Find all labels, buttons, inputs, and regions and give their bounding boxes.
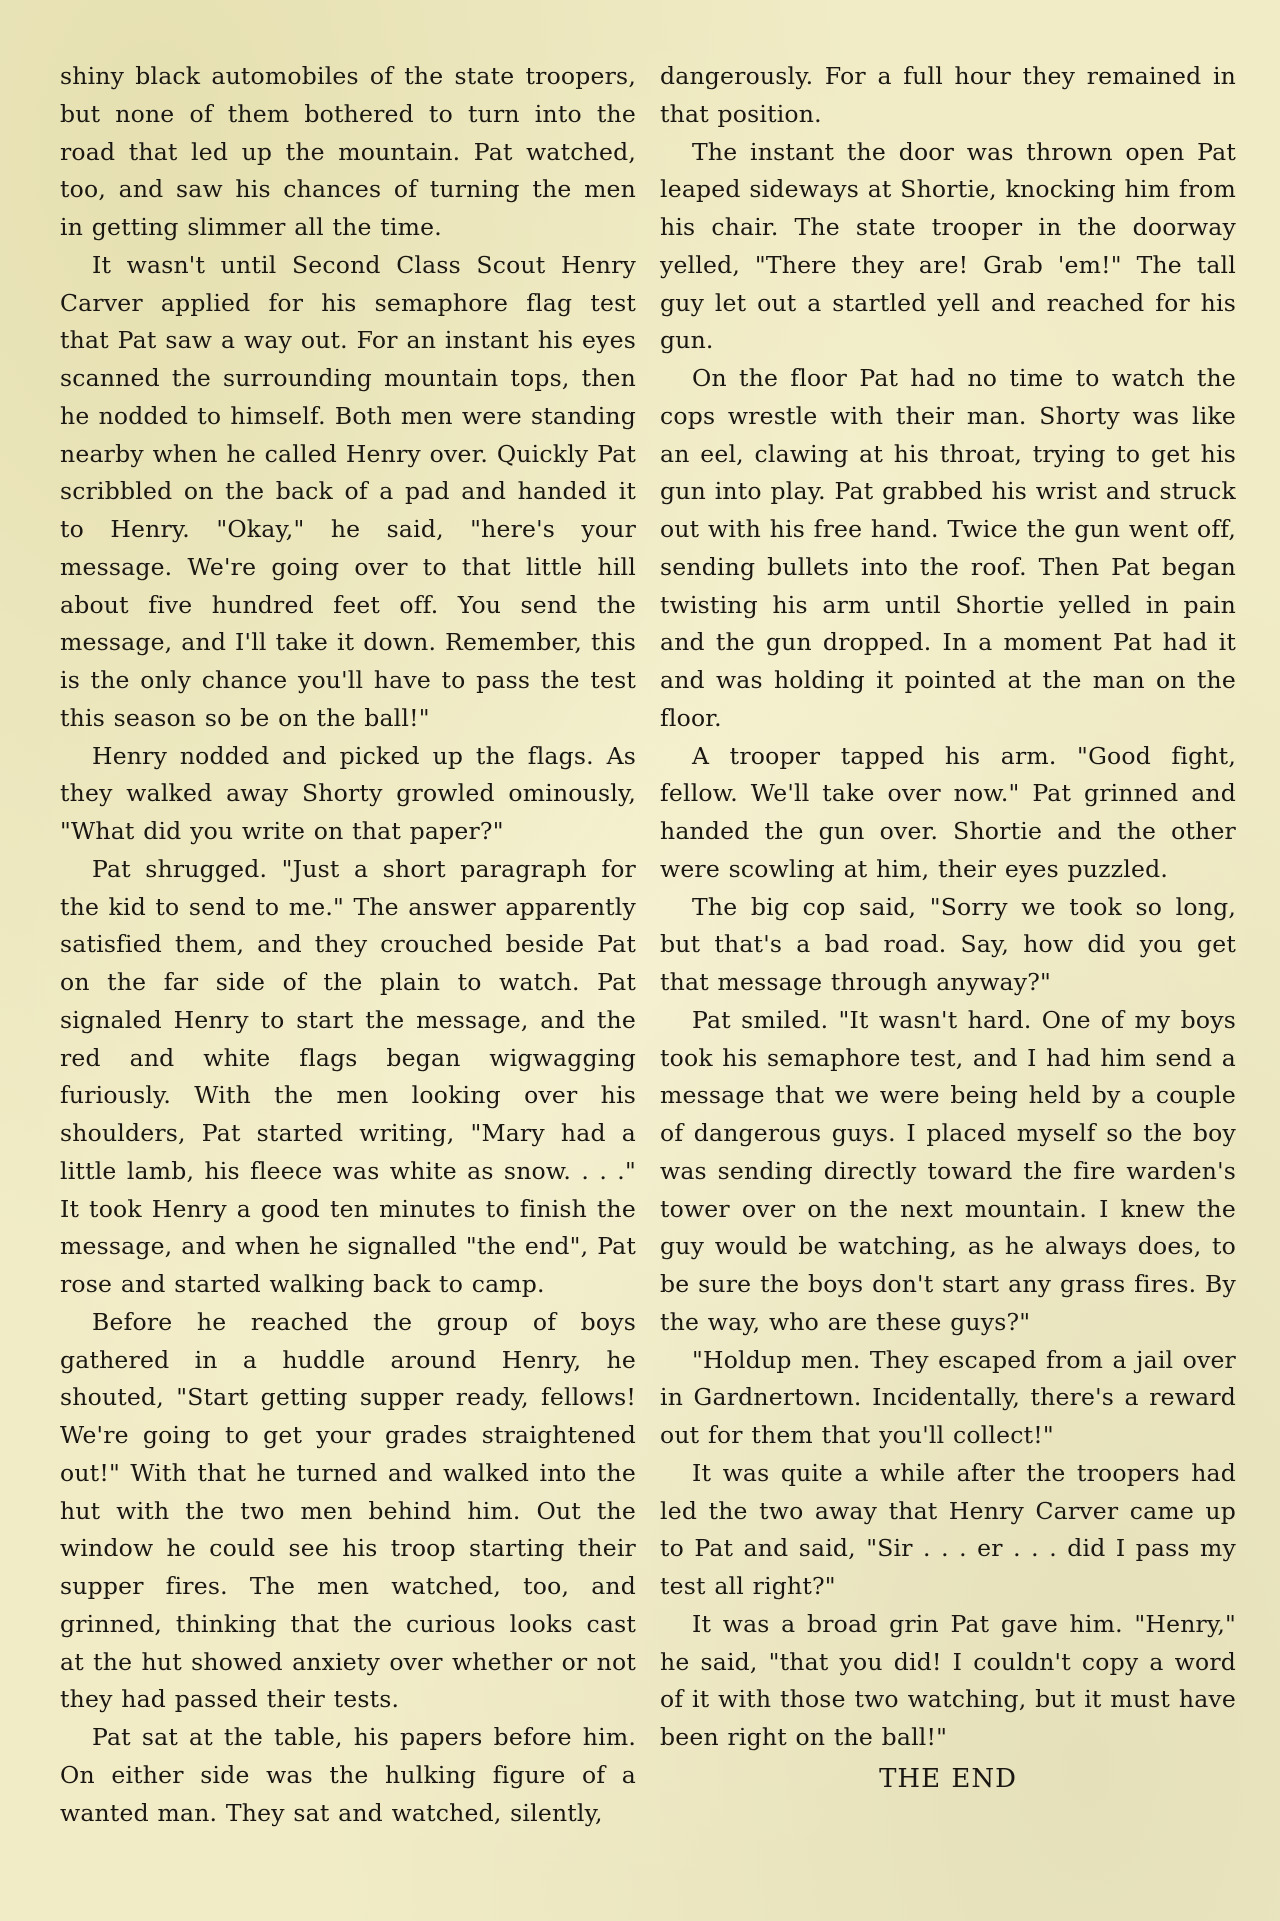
- paragraph: Pat shrugged. "Just a short paragraph for the kid to send to me." The answer apparently satisfied them, and they crouched beside Pat on the far side of the plain to watch. Pat signaled Henry to start the message, and the red and white flags began wigwagging furiously. With the men looking over his shoulders, Pat started writing, "Mary had a little lamb, his fleece was white as snow. . . ." It took Henry a good ten minutes to finish the message, and when he signalled "the end", Pat rose and started walking back to camp.: [60, 854, 636, 1298]
- left-column: [60, 58, 636, 1858]
- paragraph: It wasn't until Second Class Scout Henry Carver applied for his semaphore flag test that Pat saw a way out. For an instant his eyes scanned the surrounding mountain tops, then he nodded to himself. Both men were standing nearby when he called Henry over. Quickly Pat scribbled on the back of a pad and handed it to Henry. "Okay," he said, "here's your message. We're going over to that little hill about five hundred feet off. You send the message, and I'll take it down. Remember, this is the only chance you'll have to pass the test this season so be on the ball!": [60, 250, 636, 732]
- paragraph: Henry nodded and picked up the flags. As they walked away Shorty growled ominously, "What did you write on that paper?": [60, 741, 636, 845]
- paragraph: On the floor Pat had no time to watch the cops wrestle with their man. Shorty was like an eel, clawing at his throat, trying to get his gun into play. Pat grabbed his wrist and struck out with his free hand. Twice the gun went off, sending bullets into the roof. Then Pat began twisting his arm until Shortie yelled in pain and the gun dropped. In a moment Pat had it and was holding it pointed at the man on the floor.: [660, 364, 1236, 732]
- paragraph: Pat smiled. "It wasn't hard. One of my boys took his semaphore test, and I had him send a message that we were being held by a couple of dangerous guys. I placed myself so the boy was sending directly toward the fire warden's tower over on the next mountain. I knew the guy would be watching, as he always does, to be sure the boys don't start any grass fires. By the way, who are these guys?": [660, 1005, 1236, 1336]
- paragraph: Pat sat at the table, his papers before him. On either side was the hulking figure of a wanted man. They sat and watched, silently,: [60, 1723, 636, 1827]
- paragraph: shiny black automobiles of the state troopers, but none of them bothered to turn into the road that led up the mountain. Pat watched, too, and saw his chances of turning the men in getting slimmer all the time.: [60, 62, 636, 241]
- paragraph: "Holdup men. They escaped from a jail over in Gardnertown. Incidentally, there's a reward out for them that you'll collect!": [660, 1345, 1236, 1449]
- paragraph: dangerously. For a full hour they remained in that position.: [660, 62, 1236, 128]
- paragraph: Before he reached the group of boys gathered in a huddle around Henry, he shouted, "Start getting supper ready, fellows! We're going to get your grades straightened out!" With that he turned and walked into the hut with the two men behind him. Out the window he could see his troop starting their supper fires. The men watched, too, and grinned, thinking that the curious looks cast at the hut showed anxiety over whether or not they had passed their tests.: [60, 1307, 636, 1714]
- paragraph: It was quite a while after the troopers had led the two away that Henry Carver came up to Pat and said, "Sir . . . er . . . did I pass my test all right?": [660, 1458, 1236, 1600]
- right-column: [660, 58, 1236, 1858]
- paragraph: It was a broad grin Pat gave him. "Henry," he said, "that you did! I couldn't copy a word of it with those two watching, but it must have been right on the ball!": [660, 1609, 1236, 1751]
- paragraph: The instant the door was thrown open Pat leaped sideways at Shortie, knocking him from his chair. The state trooper in the doorway yelled, "There they are! Grab 'em!" The tall guy let out a startled yell and reached for his gun.: [660, 137, 1236, 355]
- paragraph: The big cop said, "Sorry we took so long, but that's a bad road. Say, how did you get that message through anyway?": [660, 892, 1236, 996]
- paragraph: A trooper tapped his arm. "Good fight, fellow. We'll take over now." Pat grinned and handed the gun over. Shortie and the other were scowling at him, their eyes puzzled.: [660, 741, 1236, 883]
- the-end-caption: THE END: [879, 1763, 1017, 1794]
